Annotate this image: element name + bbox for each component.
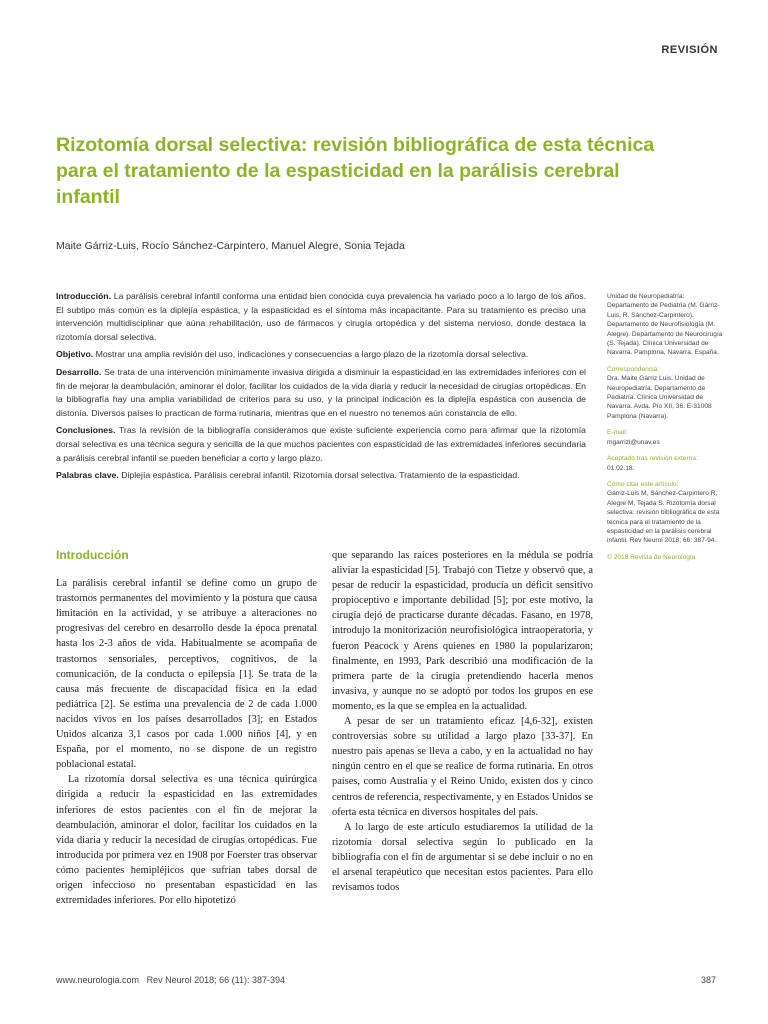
abstract-intro-text: La parálisis cerebral infantil conforma una entidad bien conocida cuya prevalencia ha variado poco a lo largo de los años. El subtipo más común es la diplejía espástica, y la espasticidad es el síntoma más incapacitante. Para su tratamiento es preciso una intervención multidisciplinar que aúna rehabilitación, uso de fármacos y cirugía ortopédica y del sistema nervioso, donde destaca la rizotomía dorsal selectiva. xyxy=(56,291,586,342)
email-block xyxy=(607,428,727,447)
body-paragraph: que separando las raíces posteriores en la médula se podría aliviar la espasticidad [5]. Trabajó con Tietze y observó que, a pesar de reducir la espasticidad, producía un déficit sensitivo propioceptivo e importante debilidad [5]; por este motivo, la cirugía dejó de practicarse durante décadas. Fasano, en 1978, introdujo la monitorización neurofisiológica intraoperatoria, y fueron Peacock y Arens quienes en 1980 la popularizaron; finalmente, en 1993, Park describió una modificación de la primera parte de la cirugía pretendiendo hacerla menos invasiva, y aunque no se adoptó por todos los grupos en ese momento, es la que se emplea en la actualidad. xyxy=(332,550,593,712)
citation-label: Cómo citar este artículo: xyxy=(607,480,679,488)
abstract-keywords xyxy=(56,469,586,483)
footer-site-link[interactable]: www.neurologia.com xyxy=(56,975,140,985)
email-link[interactable]: mgarrizl@unav.es xyxy=(607,438,660,446)
abstract-development xyxy=(56,366,586,420)
abstract-dev-label: Desarrollo. xyxy=(56,366,102,377)
body-paragraph: A pesar de ser un tratamiento eficaz [4,6-32], existen controversias sobre su utilidad a largo plazo [33-37]. En nuestro país apenas se lleva a cabo, y en la actualidad no hay ningún centro en el que se realice de forma rutinaria. En otros países, como Australia y el Reino Unido, existen dos y cinco centros de referencia, respectivamente, y en Estados Unidos se oferta esta técnica en diversos hospitales del país. xyxy=(332,716,593,818)
email-label: E-mail: xyxy=(607,429,628,437)
body-column-left xyxy=(56,548,317,908)
abstract-introduction xyxy=(56,290,586,344)
section-label: REVISIÓN xyxy=(661,44,718,56)
authors: Maite Gárriz-Luis, Rocío Sánchez-Carpintero, Manuel Alegre, Sonia Tejada xyxy=(56,240,405,252)
correspondence-text: Dra. Maite Gárriz Luis. Unidad de Neuropediatría. Departamento de Pediatría. Clínica Universidad de Navarra. Avda. Pío XII, 36. E-31008 Pamplona (Navarra). xyxy=(607,375,712,420)
abstract-obj-text: Mostrar una amplia revisión del uso, indicaciones y consecuencias a largo plazo de la rizotomía dorsal selectiva. xyxy=(95,349,529,360)
article-sidebar xyxy=(607,292,727,569)
abstract-objective xyxy=(56,348,586,362)
abstract-kw-text: Diplejía espástica. Parálisis cerebral infantil. Rizotomía dorsal selectiva. Tratamiento de la espasticidad. xyxy=(121,470,520,481)
section-heading-introduction: Introducción xyxy=(56,548,129,562)
correspondence-label: Correspondencia: xyxy=(607,365,660,373)
abstract-kw-label: Palabras clave. xyxy=(56,470,119,481)
article-title: Rizotomía dorsal selectiva: revisión bibliográfica de esta técnica para el tratamiento de la espasticidad en la parálisis cerebral infantil xyxy=(56,134,655,208)
footer-left xyxy=(56,975,285,985)
correspondence xyxy=(607,365,727,421)
abstract-conclusions xyxy=(56,424,586,465)
abstract-conc-text: Tras la revisión de la bibliografía consideramos que existe suficiente experiencia como para afirmar que la rizotomía dorsal selectiva es una técnica segura y sencilla de la que muchos pacientes con espasticidad de las extremidades inferiores secundaria a parálisis cerebral infantil se pueden beneficiar a corto y largo plazo. xyxy=(56,425,586,463)
body-paragraph: La rizotomía dorsal selectiva es una técnica quirúrgica dirigida a reducir la espasticidad en las extremidades inferiores de estos pacientes con el fin de mejorar la deambulación, aminorar el dolor, facilitar los cuidados en la vida diaria y reducir la necesidad de cirugías ortopédicas. Fue introducida por primera vez en 1908 por Foerster tras observar cómo pacientes hemipléjicos que sufrían tabes dorsal de origen infeccioso no presentaban espasticidad en las extremidades inferiores. Por ello hipotetizó xyxy=(56,774,317,907)
page-number: 387 xyxy=(700,975,716,985)
accepted-label: Aceptado tras revisión externa: xyxy=(607,455,698,463)
citation-text: Gárriz-Luis M, Sánchez-Carpintero R, Alegre M, Tejada S. Rizotomía dorsal selectiva: revisión bibliográfica de esta técnica para el tratamiento de la espasticidad en la parálisis cerebral infantil. Rev Neurol 2018; 66: 387-94. xyxy=(607,490,720,545)
accepted-block xyxy=(607,454,727,473)
abstract-intro-label: Introducción. xyxy=(56,291,112,301)
abstract-conc-label: Conclusiones. xyxy=(56,425,116,436)
body-column-right xyxy=(332,548,593,895)
body-paragraph: A lo largo de este artículo estudiaremos la utilidad de la rizotomía dorsal selectiva según lo publicado en la bibliografía con el fin de argumentar si se debe incluir o no en el arsenal terapéutico que necesitan estos pacientes. Para ello revisamos todos xyxy=(332,821,593,894)
footer-citation: Rev Neurol 2018; 66 (11): 387-394 xyxy=(146,975,285,985)
abstract xyxy=(56,290,586,487)
body-paragraph: La parálisis cerebral infantil se define como un grupo de trastornos permanentes del movimiento y la postura que causa limitación en la actividad, y se atribuye a alteraciones no progresivas del cerebro en desarrollo desde la época prenatal hasta los 2-3 años de vida. Habitualmente se acompaña de trastornos sensoriales, perceptivos, cognitivos, de la comunicación, de la conducta o epilepsia [1]. Se trata de la causa más frecuente de discapacidad física en la edad pediátrica [2]. Se estima una prevalencia de 2 de cada 1.000 nacidos vivos en los países desarrollados [3]; en Estados Unidos alcanza 3,1 casos por cada 1.000 niños [4], y en España, por el momento, no se dispone de un registro poblacional estatal. xyxy=(56,578,317,771)
citation-block xyxy=(607,480,727,546)
abstract-obj-label: Objetivo. xyxy=(56,349,94,360)
affiliations: Unidad de Neuropediatría; Departamento de Pediatría (M. Gárriz-Luis, R. Sánchez-Carpintero). Departamento de Neurofisiología (M. Alegre). Departamento de Neurocirugía (S. Tejada). Clínica Universidad de Navarra. Pamplona, Navarra, España. xyxy=(607,293,723,357)
copyright: © 2018 Revista de Neurología xyxy=(607,553,696,561)
abstract-dev-text: Se trata de una intervención mínimamente invasiva dirigida a disminuir la espasticidad en las extremidades inferiores con el fin de mejorar la deambulación, aminorar el dolor, facilitar los cuidados de la vida diaria y reducir la necesidad de cirugías ortopédicas. En la bibliografía hay una amplia variabilidad de criterios para su uso, y la principal indicación es la diplejía espástica con ausencia de distonía. Diversos países lo practican de forma rutinaria, mientras que en el nuestro no tenemos aún constancia de ello. xyxy=(56,366,586,418)
accepted-date: 01.02.18. xyxy=(607,464,635,472)
